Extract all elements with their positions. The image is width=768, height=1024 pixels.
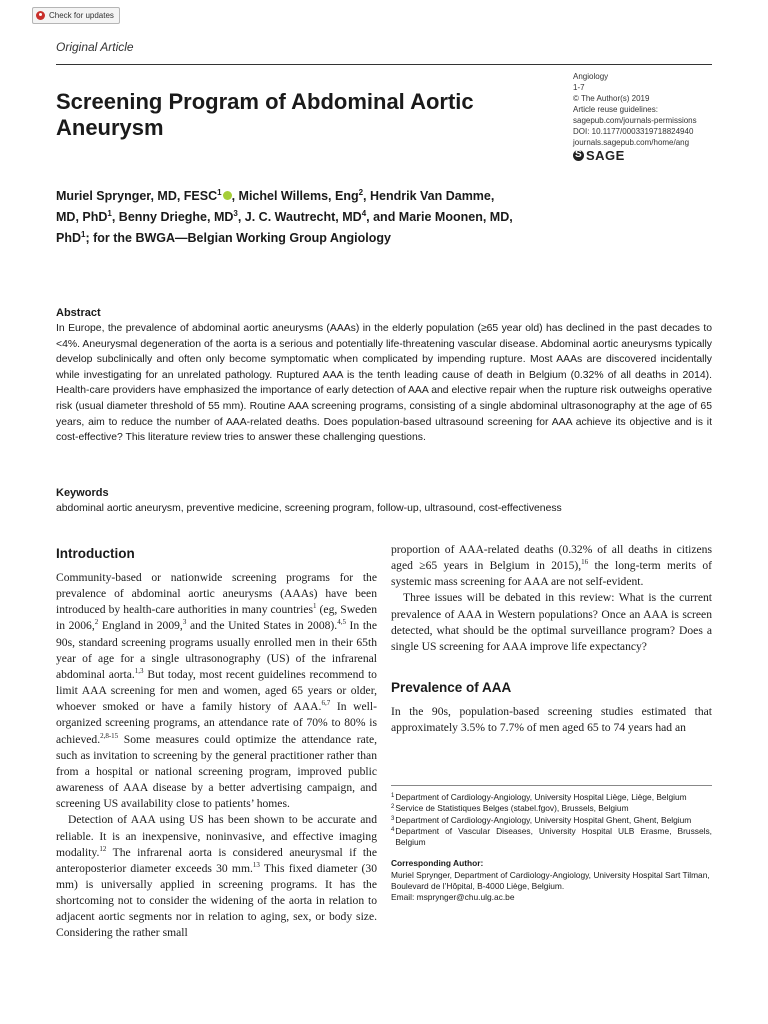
citation-ref[interactable]: 1 <box>313 602 317 611</box>
author-name: Muriel Sprynger, MD, FESC <box>56 189 218 204</box>
citation-ref[interactable]: 16 <box>581 558 589 567</box>
citation-ref[interactable]: 2,8-15 <box>100 731 119 740</box>
prevalence-heading: Prevalence of AAA <box>391 680 512 696</box>
affiliation-footnote: 3 Department of Cardiology-Angiology, University Hospital Ghent, Ghent, Belgium <box>391 814 692 825</box>
orcid-icon[interactable] <box>223 191 232 200</box>
header-divider <box>56 64 712 65</box>
body-paragraph: Community-based or nationwide screening programs for the prevalence of abdominal aortic aneurysms (AAAs) have been introduced by health-care authorities in many countries$^1$ (eg, Sweden in 2006,$^2$ England in 2009,$^3$ and the United States in 2008).$^{4,5}$ In the 90s, standard screening programs usually enrolled men in their 65th year of age for a single ultrasonography (US) of the infrarenal abdominal aorta.$^{1,3}$ But today, most recent guidelines recommend to limit AAA screening for men and women, aged 65 years or older, whoever smoked or have a family history of AAA.$^{6,7}$ In well-organized screening programs, an attendance rate of 70% to 80% is achieved.$^{2,8-15}$ Some measures could optimize the attendance rate, such as invitation to screening by the general practitioner rather than from a hospital or national screening program, improved public awareness of AAA disease by a better advertising campaign, and screening US availability close to patients’ homes. <box>56 571 377 811</box>
citation-ref[interactable]: 2 <box>94 618 99 627</box>
author-list <box>56 184 516 247</box>
journal-homepage-link[interactable]: journals.sagepub.com/home/ang <box>573 138 690 147</box>
publisher-name: SAGE <box>586 148 625 163</box>
affiliation-ref: 1 <box>81 230 86 240</box>
abstract-heading: Abstract <box>56 307 101 319</box>
body-paragraph: proportion of AAA-related deaths (0.32% of all deaths in citizens aged ≥65 years in Belgium in 2015),$^{16}$ the long-term merits of systemic mass screening for AAA are not self-evident. <box>391 543 712 589</box>
author-name: , Michel Willems, Eng <box>231 189 359 204</box>
affiliation-footnote: 1 Department of Cardiology-Angiology, University Hospital Liège, Liège, Belgium <box>391 792 687 802</box>
keywords-heading: Keywords <box>56 487 109 499</box>
introduction-heading: Introduction <box>56 546 135 561</box>
check-for-updates-badge[interactable] <box>32 7 120 24</box>
affiliation-ref: 2 <box>358 188 364 197</box>
body-paragraph: Three issues will be debated in this review: What is the current prevalence of AAA in Western populations? Once an AAA is screen detected, what should be the optimal surveillance program? Does a single US screening for AAA improve life expectancy? <box>391 591 712 653</box>
author-name: , Benny Drieghe, MD <box>111 210 234 225</box>
corresponding-author-address: Muriel Sprynger, Department of Cardiology-Angiology, University Hospital Sart Tilman, Boulevard de l’Hôpital, B-4000 Liège, Belgium. <box>391 869 710 892</box>
citation-ref[interactable]: 1,3 <box>134 667 144 676</box>
author-name: , J. C. Wautrecht, MD <box>237 210 362 225</box>
affiliation-ref: 1 <box>107 209 112 219</box>
abstract-text: In Europe, the prevalence of abdominal aortic aneurysms (AAAs) in the elderly population (≥65 year old) has declined in the past decades to <4%. Aneurysmal degeneration of the aorta is a serious and potentially life-threatening vascular disease. Abdominal aortic aneurysms typically develop subclinically and often only become symptomatic when complicated by impending rupture. Most AAAs are discovered incidentally while investigating for an unrelated pathology. Ruptured AAA is the tenth leading cause of death in Belgium (0.32% of all deaths in 2014). Health-care providers have emphasized the importance of early detection of AAA and elective repair when the rupture risk outweighs operative risk (usual diameter threshold of 55 mm). Routine AAA screening programs, consisting of a single abdominal ultrasonography at the age of 65 years, aim to reduce the number of AAA-related deaths. Does population-based ultrasound screening for AAA achieve its objective and is it cost-effective? This literature review tries to answer these challenging questions. <box>56 323 712 444</box>
body-paragraph: In the 90s, population-based screening studies estimated that approximately 3.5% to 7.7% of men aged 65 to 74 years had an <box>391 705 712 735</box>
left-column <box>56 545 377 942</box>
citation-ref[interactable]: 3 <box>182 618 187 627</box>
author-name: , and Marie Moonen, MD, PhD <box>56 210 513 246</box>
page-range: 1-7 <box>573 83 585 92</box>
doi[interactable]: DOI: 10.1177/0003319718824940 <box>573 127 694 136</box>
keywords-section <box>56 486 712 517</box>
update-check-icon <box>36 11 45 20</box>
abstract-section <box>56 306 712 446</box>
author-group: ; for the BWGA—Belgian Working Group Angiology <box>85 231 391 246</box>
citation-ref[interactable]: 12 <box>99 844 107 853</box>
article-type: Original Article <box>56 40 134 54</box>
citation-ref[interactable]: 13 <box>252 860 260 869</box>
journal-name: Angiology <box>573 72 609 81</box>
citation-ref[interactable]: 6,7 <box>321 699 331 708</box>
affiliation-ref: 1 <box>217 188 222 197</box>
journal-info <box>573 71 713 161</box>
reuse-guidelines-link[interactable]: sagepub.com/journals-permissions <box>573 116 697 125</box>
reuse-guidelines-label: Article reuse guidelines: <box>573 105 658 114</box>
article-title: Screening Program of Abdominal Aortic Aneurysm <box>56 89 474 140</box>
copyright: © The Author(s) 2019 <box>573 94 650 103</box>
affiliation-ref: 3 <box>233 209 238 219</box>
author-name: , Hendrik Van Damme, MD, PhD <box>56 189 495 225</box>
corresponding-author-label: Corresponding Author: <box>391 858 484 869</box>
affiliation-footnote: 4 Department of Vascular Diseases, University Hospital ULB Erasme, Brussels, Belgium <box>391 825 712 848</box>
sage-logo-icon <box>573 150 584 161</box>
affiliations-footnotes <box>391 785 712 904</box>
corresponding-author-email[interactable]: Email: msprynger@chu.ulg.ac.be <box>391 892 515 903</box>
citation-ref[interactable]: 4,5 <box>337 618 346 627</box>
right-column <box>391 542 712 736</box>
affiliation-ref: 4 <box>361 209 367 219</box>
body-paragraph: Detection of AAA using US has been shown to be accurate and reliable. It is an inexpensive, noninvasive, and effective imaging modality.$^{12}$ The infrarenal aorta is considered aneurysmal if the anteroposterior diameter exceeds 30 mm.$^{13}$ This fixed diameter (30 mm) is universally applied in screening programs. It has the shortcoming not to consider the widening of the aorta in relation to adjacent aortic segments nor in relation to aging, sex, or body size. Considering the rather small <box>56 813 377 940</box>
keywords-text: abdominal aortic aneurysm, preventive medicine, screening program, follow-up, ultrasound, cost-effectiveness <box>56 503 562 514</box>
check-for-updates-label: Check for updates <box>49 11 114 20</box>
affiliation-footnote: 2 Service de Statistiques Belges (stabel.fgov), Brussels, Belgium <box>391 803 629 814</box>
corresponding-author <box>391 858 712 903</box>
publisher-logo <box>573 150 713 161</box>
